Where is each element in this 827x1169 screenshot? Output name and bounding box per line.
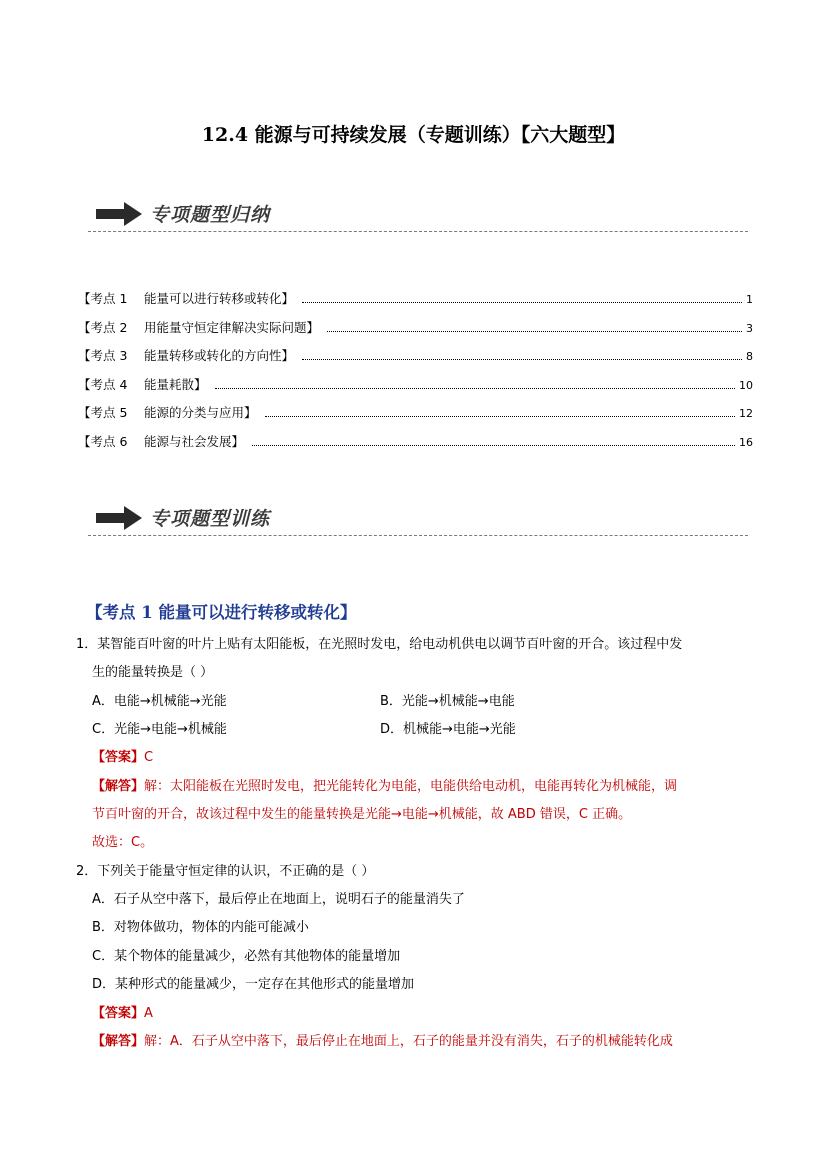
analysis-text: 解：A．石子从空中落下，最后停止在地面上，石子的能量并没有消失，石子的机械能转化成 <box>144 1034 673 1049</box>
toc-page: 1 <box>746 293 753 306</box>
section-banner-training <box>88 502 748 538</box>
toc-tag: 【考点 4 <box>78 376 128 392</box>
toc-item[interactable] <box>78 318 753 347</box>
toc-tag: 【考点 2 <box>78 319 128 335</box>
toc-leader <box>265 407 735 417</box>
toc-tag: 【考点 3 <box>78 348 128 364</box>
arrow-icon <box>96 202 142 226</box>
toc-leader <box>302 293 742 303</box>
toc-name: 用能量守恒定律解决实际问题】 <box>144 319 320 335</box>
toc-page: 3 <box>746 321 753 335</box>
q1-conclusion: 故选：C。 <box>92 835 154 850</box>
q1-analysis-line2: 节百叶窗的开合，故该过程中发生的能量转换是光能→电能→机械能，故 ABD 错误，C 正确。 <box>92 807 632 822</box>
toc-name: 能源与社会发展】 <box>144 433 245 449</box>
toc-tag: 【考点 1 <box>78 291 128 306</box>
q1-analysis-line1 <box>92 775 677 794</box>
q1-option-c: C．光能→电能→机械能 <box>92 722 227 737</box>
toc-leader <box>252 436 735 446</box>
analysis-label: 【解答】 <box>92 1034 145 1049</box>
toc-name: 能量耗散】 <box>144 376 207 392</box>
section-heading: 【考点 1 能量可以进行转移或转化】 <box>86 603 357 622</box>
toc-page: 16 <box>739 435 753 449</box>
q2-option-d: D．某种形式的能量减少，一定存在其他形式的能量增加 <box>92 977 415 992</box>
q2-line1: 2．下列关于能量守恒定律的认识，不正确的是（ ） <box>76 864 375 879</box>
q1-option-a: A．电能→机械能→光能 <box>92 694 227 709</box>
toc-item[interactable] <box>78 375 753 404</box>
answer-value: A <box>144 1006 153 1021</box>
q2-option-a: A．石子从空中落下，最后停止在地面上，说明石子的能量消失了 <box>92 892 465 907</box>
toc-leader <box>302 350 742 360</box>
toc-tag: 【考点 5 <box>78 405 128 421</box>
divider <box>88 535 748 536</box>
q1-answer <box>92 746 153 765</box>
toc-item[interactable] <box>78 346 753 375</box>
q1-option-d: D．机械能→电能→光能 <box>380 722 516 737</box>
analysis-text: 解：太阳能板在光照时发电，把光能转化为电能，电能供给电动机，电能再转化为机械能，调 <box>144 779 678 794</box>
arrow-icon <box>96 506 142 530</box>
toc-tag: 【考点 6 <box>78 433 128 449</box>
q2-option-b: B．对物体做功，物体的内能可能减小 <box>92 920 309 935</box>
banner-label: 专项题型训练 <box>150 508 271 530</box>
answer-label: 【答案】 <box>92 1006 145 1021</box>
toc-leader <box>215 379 735 389</box>
table-of-contents <box>78 289 753 461</box>
divider <box>88 231 748 232</box>
page-title: 12.4 能源与可持续发展（专题训练）【六大题型】 <box>201 124 626 146</box>
toc-name: 能量可以进行转移或转化】 <box>144 291 295 306</box>
q1-option-b: B．光能→机械能→电能 <box>380 694 515 709</box>
toc-item[interactable] <box>78 289 753 318</box>
q2-option-c: C．某个物体的能量减少，必然有其他物体的能量增加 <box>92 949 401 964</box>
q2-analysis-line1 <box>92 1030 673 1049</box>
toc-page: 8 <box>746 350 753 364</box>
toc-name: 能量转移或转化的方向性】 <box>144 348 295 364</box>
toc-leader <box>327 322 742 332</box>
q2-answer <box>92 1002 153 1021</box>
toc-item[interactable] <box>78 432 753 461</box>
q1-line1: 1．某智能百叶窗的叶片上贴有太阳能板，在光照时发电，给电动机供电以调节百叶窗的开合。该过程中发 <box>76 637 683 652</box>
analysis-label: 【解答】 <box>92 779 145 794</box>
toc-page: 10 <box>739 378 753 392</box>
answer-label: 【答案】 <box>92 750 145 765</box>
toc-name: 能源的分类与应用】 <box>144 405 257 421</box>
q1-line2: 生的能量转换是（ ） <box>92 665 214 680</box>
section-banner-summary <box>88 198 748 234</box>
toc-page: 12 <box>739 407 753 421</box>
banner-label: 专项题型归纳 <box>150 204 271 226</box>
answer-value: C <box>144 750 154 765</box>
toc-item[interactable] <box>78 403 753 432</box>
